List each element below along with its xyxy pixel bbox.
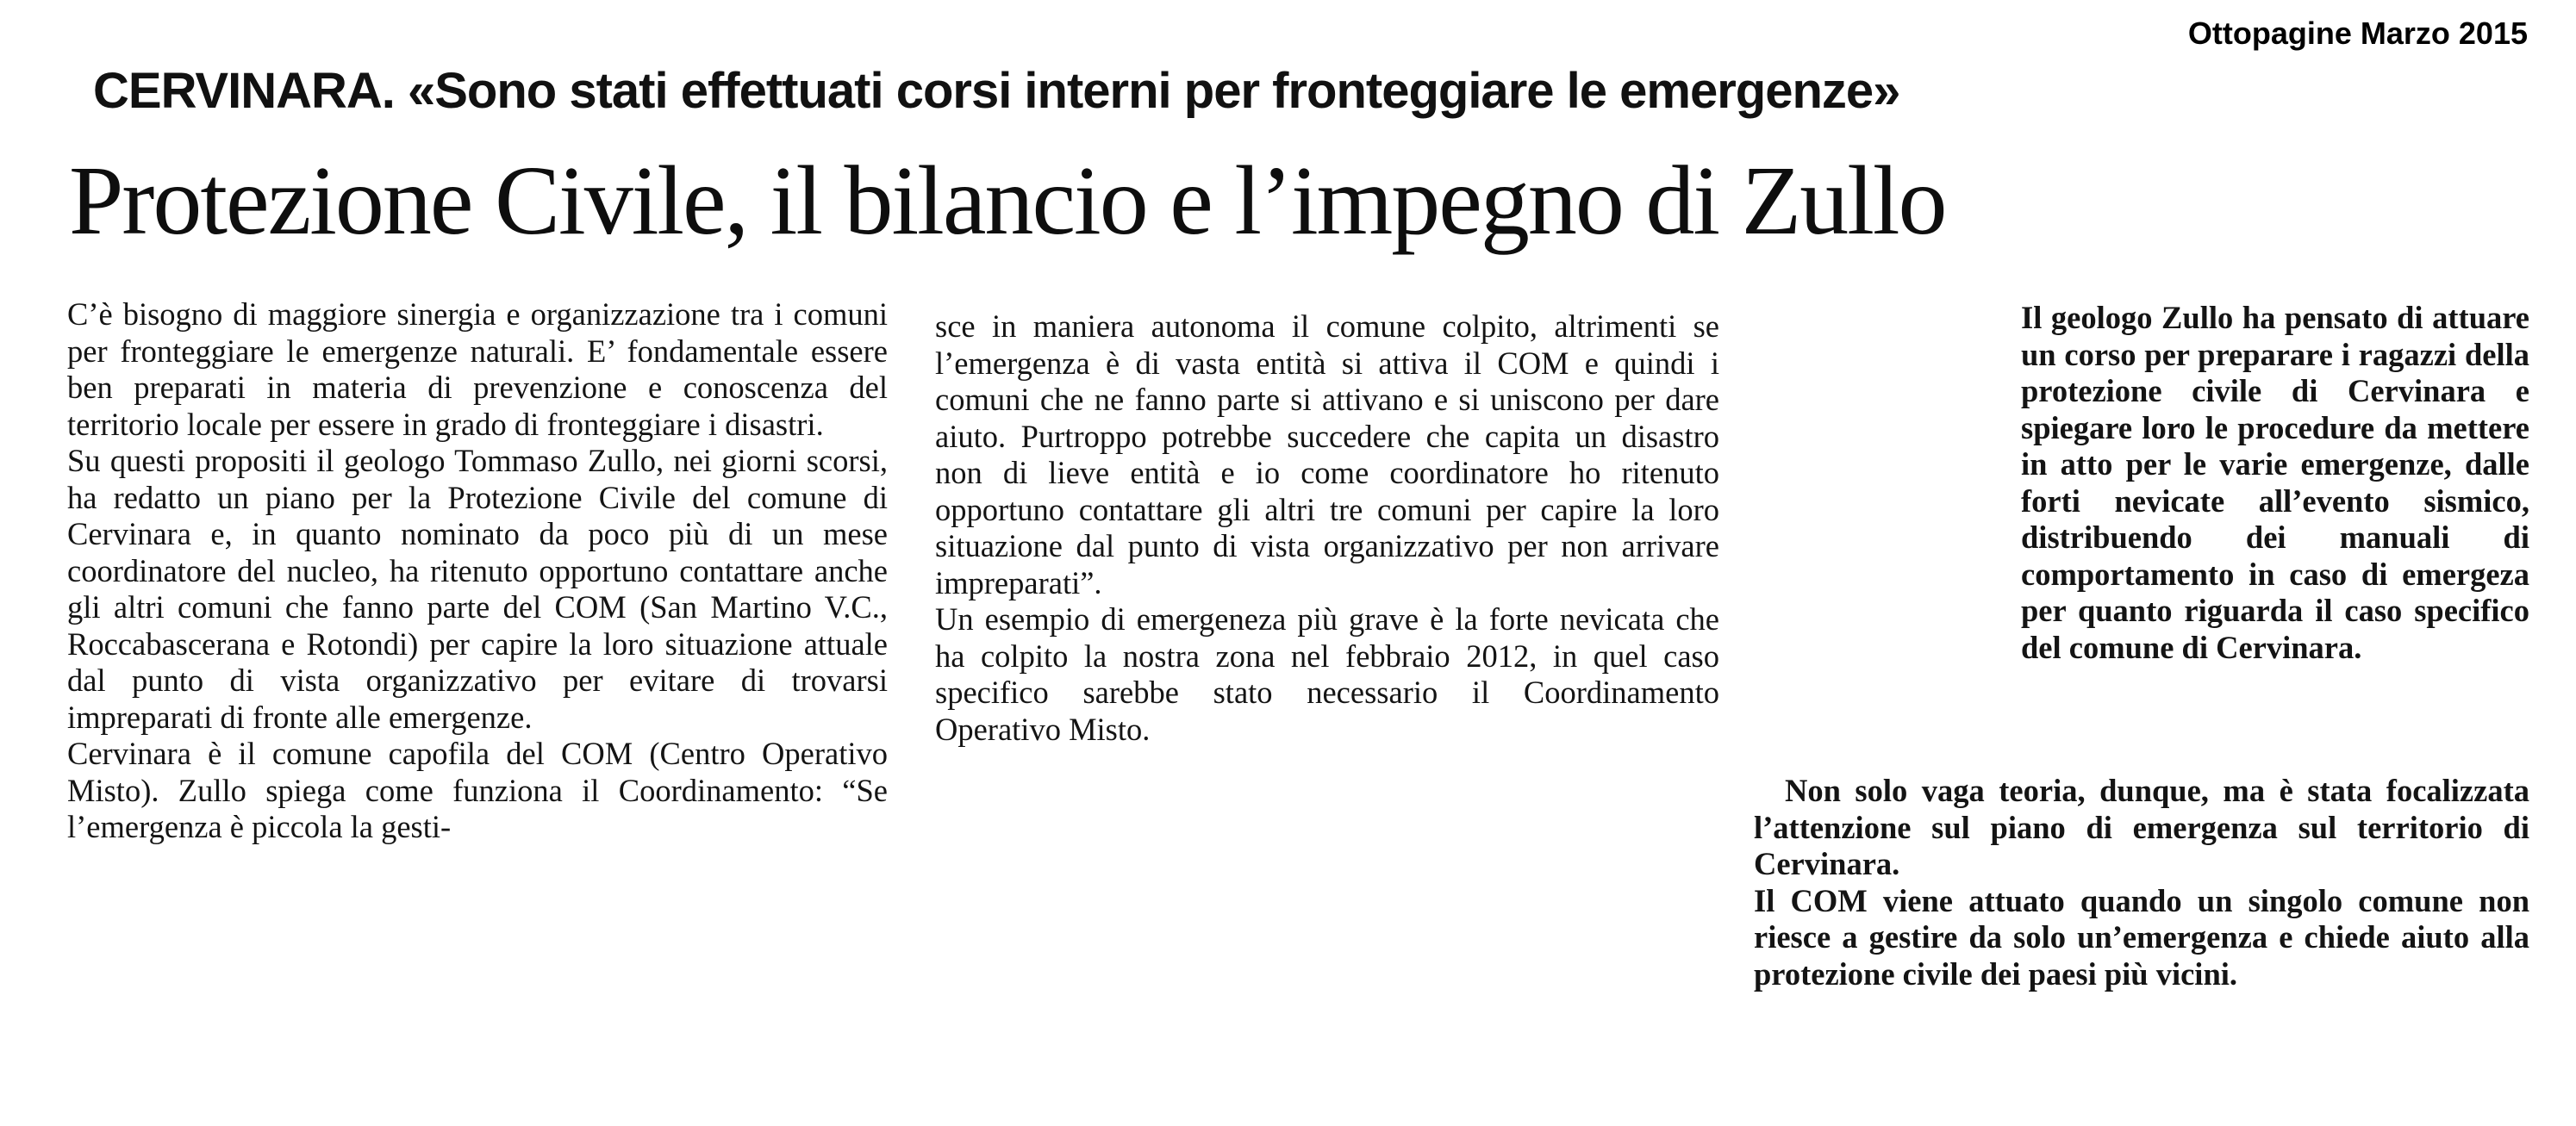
paragraph: sce in maniera autonoma il comune colpito, altrimenti se l’emergenza è di vasta entità si attiva il COM e quindi i comuni che ne fanno parte si attivano e si uniscono per dare aiuto. Purtroppo potrebbe succedere che capita un disastro non di lieve entità e io come coordinatore ho ritenuto opportuno contattare gli altri tre comuni per capire la loro situazione dal punto di vista organizzativo per non arrivare impreparati”. [935,308,1719,600]
article-column-1 [67,296,888,846]
paragraph: Il COM viene attuato quando un singolo comune non riesce a gestire da solo un’emergenza e chiede aiuto alla protezione civile dei paesi più vicini. [1754,882,2529,992]
article-headline: Protezione Civile, il bilancio e l’impegno di Zullo [69,146,1946,255]
paragraph: C’è bisogno di maggiore sinergia e organizzazione tra i comuni per fronteggiare le emergenze naturali. E’ fondamentale essere ben preparati in materia di prevenzione e conoscenza del territorio locale per essere in grado di fronteggiare i disastri. [67,296,888,442]
source-label: Ottopagine Marzo 2015 [2187,16,2528,51]
article-column-3-top [2021,300,2529,666]
kicker-subtitle: CERVINARA. «Sono stati effettuati corsi interni per fronteggiare le emergenze» [93,63,1900,119]
article-column-3-bottom [1754,773,2529,992]
paragraph: Su questi propositi il geologo Tommaso Zullo, nei giorni scorsi, ha redatto un piano per la Protezione Civile del comune di Cervinara e, in quanto nominato da poco più di un mese coordinatore del nucleo, ha ritenuto opportuno contattare anche gli altri comuni che fanno parte del COM (San Martino V.C., Roccabascerana e Rotondi) per capire la loro situazione attuale dal punto di vista organizzativo per evitare di trovarsi impreparati di fronte alle emergenze. [67,443,888,735]
paragraph: Il geologo Zullo ha pensato di attuare un corso per preparare i ragazzi della protezione civile di Cervinara e spiegare loro le procedure da mettere in atto per le varie emergenze, dalle forti nevicate all’evento sismico, distribuendo dei manuali di comportamento in caso di emergeza per quanto riguarda il caso specifico del comune di Cervinara. [2021,300,2529,665]
article-column-2 [935,308,1719,748]
paragraph: Cervinara è il comune capofila del COM (Centro Operativo Misto). Zullo spiega come funziona il Coordinamento: “Se l’emergenza è piccola la gesti- [67,736,888,844]
paragraph: Non solo vaga teoria, dunque, ma è stata focalizzata l’attenzione sul piano di emergenza sul territorio di Cervinara. [1754,773,2529,881]
paragraph: Un esempio di emergeneza più grave è la forte nevicata che ha colpito la nostra zona nel febbraio 2012, in quel caso specifico sarebbe stato necessario il Coordinamento Operativo Misto. [935,601,1719,747]
